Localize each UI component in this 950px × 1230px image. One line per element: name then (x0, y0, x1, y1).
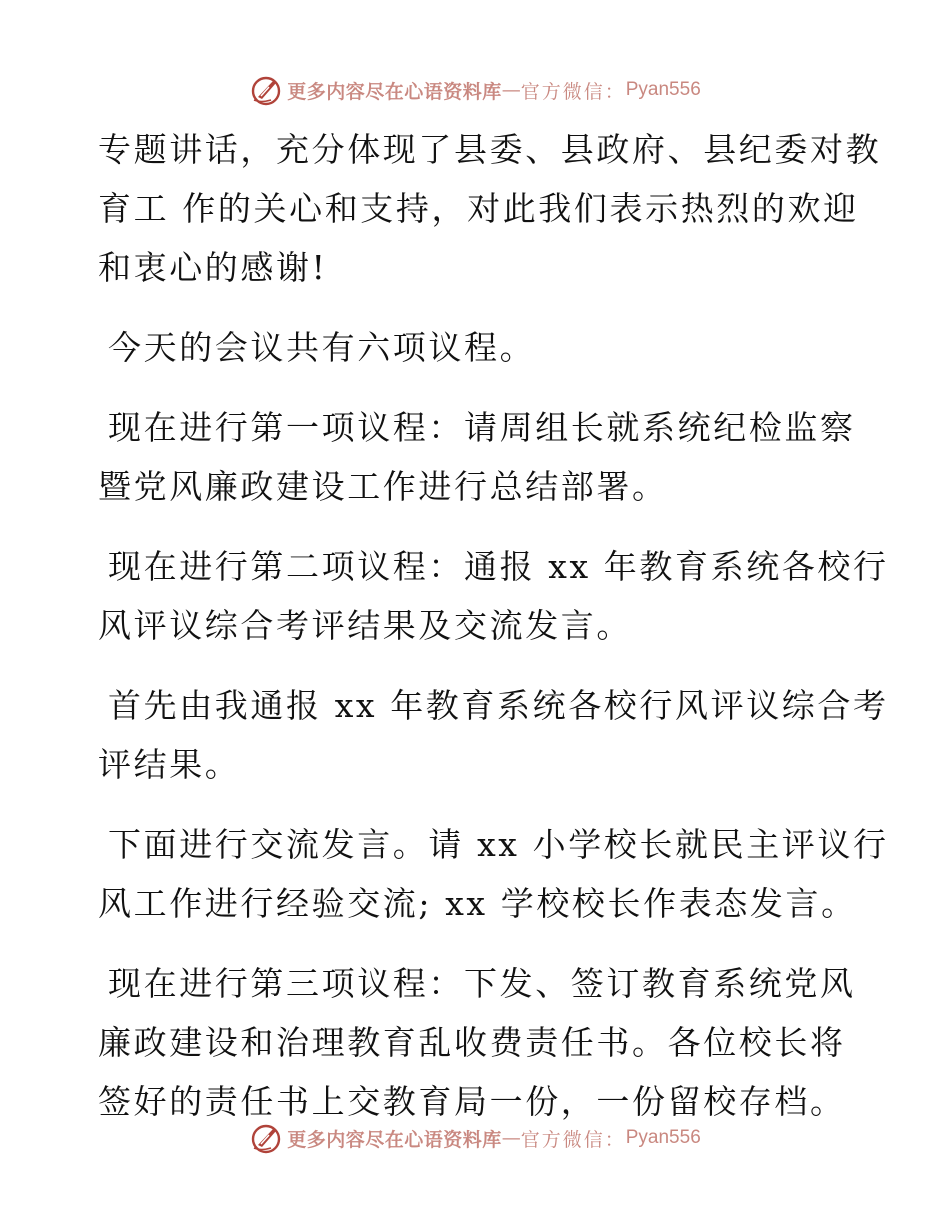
paragraph-3 (98, 398, 858, 516)
text-line: 现在进行第二项议程：通报 xx 年教育系统各校行 (108, 547, 889, 586)
paragraph-2 (98, 318, 858, 377)
footer-watermark-id: Pyan556 (625, 1127, 701, 1148)
text-line: 和衷心的感谢! (98, 248, 328, 287)
paragraph-1 (98, 120, 882, 297)
text-line: 现在进行第一项议程：请周组长就系统纪检监察 (108, 408, 856, 447)
text-line: 育工 作的关心和支持，对此我们表示热烈的欢迎 (98, 189, 859, 228)
text-line: 今天的会议共有六项议程。 (108, 328, 536, 367)
text-line: 廉政建设和治理教育乱收费责任书。各位校长将 (98, 1023, 846, 1062)
paragraph-7 (98, 954, 858, 1131)
header-watermark (0, 70, 950, 110)
footer-watermark (0, 1118, 950, 1158)
paragraph-5 (98, 676, 889, 794)
text-line: 暨党风廉政建设工作进行总结部署。 (98, 467, 668, 506)
footer-watermark-sub: 官方微信： (520, 1128, 626, 1151)
text-line: 首先由我通报 xx 年教育系统各校行风评议综合考 (108, 686, 889, 725)
header-watermark-id: Pyan556 (625, 79, 701, 100)
text-line: 专题讲话，充分体现了县委、县政府、县纪委对教 (98, 130, 882, 169)
header-watermark-separator: — (501, 79, 521, 101)
footer-watermark-separator: — (501, 1127, 521, 1149)
quill-logo-icon (249, 1121, 283, 1155)
text-line: 下面进行交流发言。请 xx 小学校长就民主评议行 (108, 825, 889, 864)
footer-watermark-main: 更多内容尽在心语资料库 (287, 1128, 502, 1151)
document-body (98, 120, 889, 1152)
text-line: 评结果。 (98, 745, 241, 784)
text-line: 签好的责任书上交教育局一份，一份留校存档。 (98, 1082, 846, 1121)
header-watermark-sub: 官方微信： (520, 80, 626, 103)
header-watermark-main: 更多内容尽在心语资料库 (287, 80, 502, 103)
quill-logo-icon (249, 73, 283, 107)
paragraph-6 (98, 815, 889, 933)
text-line: 风工作进行经验交流; xx 学校校长作表态发言。 (98, 884, 857, 923)
text-line: 现在进行第三项议程：下发、签订教育系统党风 (108, 964, 856, 1003)
text-line: 风评议综合考评结果及交流发言。 (98, 606, 632, 645)
paragraph-4 (98, 537, 889, 655)
